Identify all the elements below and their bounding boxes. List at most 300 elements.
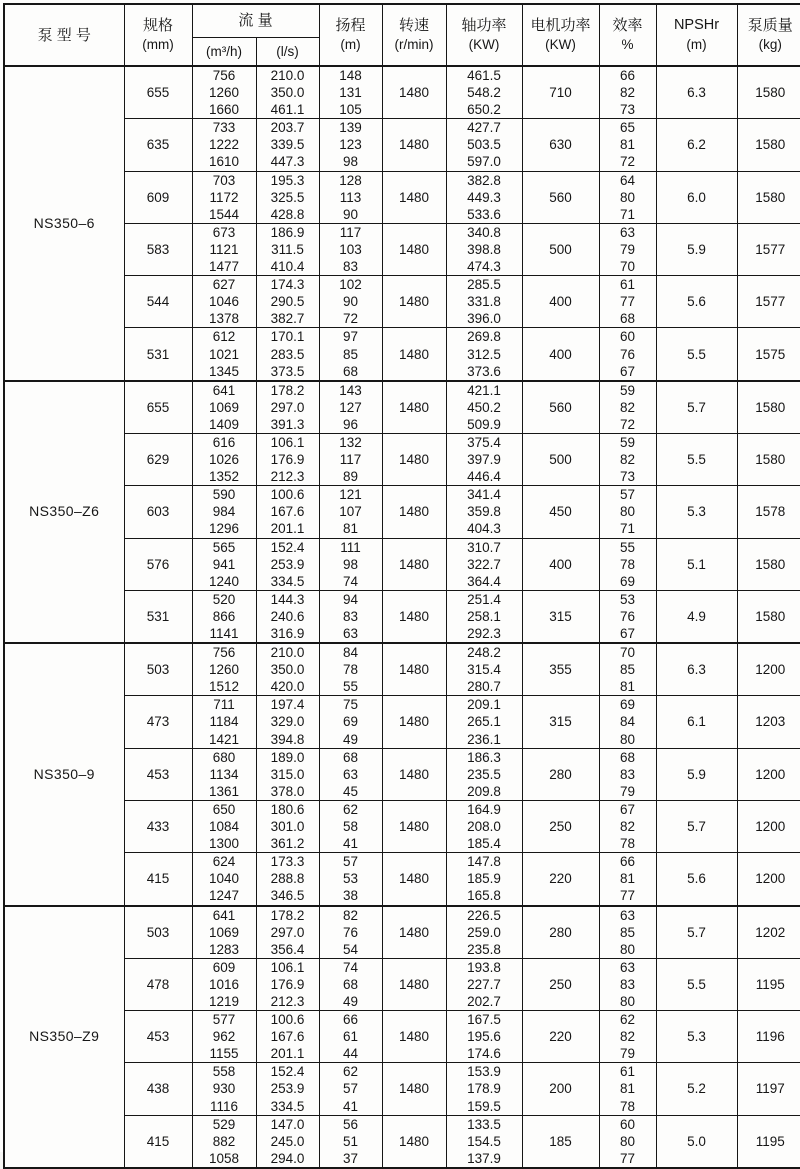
value-line: 962: [212, 1029, 236, 1045]
value-line: 396.0: [467, 311, 501, 327]
value-line: 316.9: [270, 626, 305, 641]
flow-ls-cell: [256, 958, 319, 1010]
value-line: 1352: [208, 469, 240, 485]
value-line: 80: [620, 1133, 636, 1149]
value-line: 1069: [208, 399, 240, 415]
npshr-cell: 5.6: [656, 853, 737, 906]
value-line: 201.1: [270, 521, 305, 537]
value-line: 76: [620, 608, 636, 624]
value-line: 173.3: [270, 854, 305, 870]
value-line: 128: [339, 172, 362, 188]
value-line: 78: [343, 662, 359, 678]
efficiency-cell: [599, 223, 656, 275]
flow-ls-cell: [256, 643, 319, 696]
shaft-power-cell: [446, 381, 522, 434]
value-line: 292.3: [467, 626, 501, 641]
flow-ls-cell: [256, 748, 319, 800]
motor-power-cell: 630: [522, 119, 599, 171]
spec-cell: 415: [124, 853, 192, 906]
value-line: 1544: [208, 206, 240, 222]
efficiency-cell: [599, 748, 656, 800]
mass-cell: 1580: [737, 171, 800, 223]
value-line: 80: [620, 731, 636, 747]
head-cell: [319, 906, 382, 959]
motor-power-cell: 250: [522, 800, 599, 852]
mass-cell: 1200: [737, 853, 800, 906]
value-line: 78: [620, 836, 636, 852]
value-line: 180.6: [270, 801, 305, 817]
value-line: 1660: [208, 102, 240, 118]
efficiency-cell: [599, 276, 656, 328]
head-cell: [319, 276, 382, 328]
value-line: 90: [343, 294, 359, 310]
value-line: 152.4: [270, 1064, 305, 1080]
value-line: 44: [343, 1046, 359, 1062]
col-header-label: 泵 型 号: [37, 26, 91, 44]
value-line: 294.0: [270, 1150, 305, 1166]
value-line: 193.8: [467, 959, 501, 975]
flow-ls-cell: [256, 1115, 319, 1168]
flow-ls-cell: [256, 906, 319, 959]
value-line: 1016: [208, 976, 240, 992]
value-line: 185.9: [467, 871, 501, 887]
value-line: 201.1: [270, 1046, 305, 1062]
head-cell: [319, 1115, 382, 1168]
value-line: 68: [343, 976, 359, 992]
value-line: 56: [343, 1116, 359, 1132]
value-line: 105: [339, 102, 362, 118]
col-header-unit: (KW): [545, 37, 576, 52]
value-line: 178.9: [467, 1081, 501, 1097]
motor-power-cell: 500: [522, 223, 599, 275]
value-line: 137.9: [467, 1150, 501, 1166]
value-line: 310.7: [467, 539, 501, 555]
value-line: 84: [620, 714, 636, 730]
value-line: 41: [343, 1098, 359, 1114]
value-line: 382.7: [270, 311, 305, 327]
npshr-cell: 5.5: [656, 433, 737, 485]
value-line: 941: [212, 556, 236, 572]
table-row: [4, 119, 800, 171]
table-row: [4, 276, 800, 328]
flow-m3h-cell: [192, 276, 256, 328]
value-line: 85: [620, 662, 636, 678]
head-cell: [319, 171, 382, 223]
value-line: 57: [343, 1081, 359, 1097]
value-line: 83: [620, 976, 636, 992]
flow-ls-cell: [256, 590, 319, 643]
value-line: 75: [343, 697, 359, 713]
value-line: 375.4: [467, 434, 501, 450]
value-line: 1084: [208, 819, 240, 835]
value-line: 673: [212, 224, 236, 240]
mass-cell: 1578: [737, 486, 800, 538]
value-line: 49: [343, 993, 359, 1009]
value-line: 1222: [208, 137, 240, 153]
value-line: 178.2: [270, 382, 305, 398]
value-line: 283.5: [270, 346, 305, 362]
value-line: 382.8: [467, 172, 501, 188]
value-line: 1141: [209, 626, 239, 641]
efficiency-cell: [599, 538, 656, 590]
value-line: 1116: [209, 1098, 239, 1114]
value-line: 79: [620, 241, 636, 257]
shaft-power-cell: [446, 328, 522, 381]
value-line: 85: [343, 346, 359, 362]
efficiency-cell: [599, 696, 656, 748]
value-line: 565: [212, 539, 236, 555]
npshr-cell: 6.3: [656, 643, 737, 696]
value-line: 680: [212, 749, 236, 765]
col-header-unit: (mm): [142, 37, 174, 52]
spec-cell: 576: [124, 538, 192, 590]
col-header-mass: [737, 4, 800, 66]
value-line: 641: [212, 382, 236, 398]
value-line: 1260: [208, 662, 240, 678]
value-line: 49: [343, 731, 359, 747]
value-line: 474.3: [467, 259, 501, 275]
flow-m3h-cell: [192, 643, 256, 696]
value-line: 82: [620, 1029, 636, 1045]
col-header-label: 效率: [612, 17, 643, 34]
flow-ls-cell: [256, 800, 319, 852]
head-cell: [319, 486, 382, 538]
value-line: 577: [212, 1012, 236, 1028]
speed-cell: 1480: [382, 66, 446, 119]
value-line: 612: [212, 329, 236, 345]
npshr-cell: 5.6: [656, 276, 737, 328]
npshr-cell: 5.7: [656, 906, 737, 959]
npshr-cell: 4.9: [656, 590, 737, 643]
value-line: 167.6: [270, 1029, 305, 1045]
efficiency-cell: [599, 171, 656, 223]
motor-power-cell: 280: [522, 748, 599, 800]
shaft-power-cell: [446, 696, 522, 748]
value-line: 81: [343, 521, 359, 537]
flow-ls-cell: [256, 223, 319, 275]
motor-power-cell: 315: [522, 696, 599, 748]
value-line: 203.7: [270, 120, 305, 136]
flow-m3h-cell: [192, 1115, 256, 1168]
motor-power-cell: 400: [522, 328, 599, 381]
motor-power-cell: 220: [522, 853, 599, 906]
efficiency-cell: [599, 800, 656, 852]
flow-m3h-cell: [192, 171, 256, 223]
value-line: 148: [339, 68, 362, 83]
col-header-unit: (m): [686, 37, 707, 52]
spec-cell: 453: [124, 1011, 192, 1063]
value-line: 83: [620, 766, 636, 782]
speed-cell: 1480: [382, 223, 446, 275]
value-line: 373.6: [467, 363, 501, 379]
value-line: 301.0: [270, 819, 305, 835]
value-line: 447.3: [270, 154, 305, 170]
value-line: 57: [620, 487, 636, 503]
speed-cell: 1480: [382, 958, 446, 1010]
mass-cell: 1577: [737, 223, 800, 275]
flow-m3h-cell: [192, 853, 256, 906]
spec-cell: 531: [124, 328, 192, 381]
efficiency-cell: [599, 853, 656, 906]
mass-cell: 1575: [737, 328, 800, 381]
value-line: 67: [620, 363, 636, 379]
value-line: 153.9: [467, 1064, 501, 1080]
table-row: [4, 381, 800, 434]
value-line: 334.5: [270, 1098, 305, 1114]
col-header-label: 泵质量: [747, 17, 793, 34]
value-line: 54: [343, 941, 359, 957]
value-line: 756: [212, 645, 236, 661]
value-line: 711: [213, 697, 235, 713]
value-line: 359.8: [467, 504, 501, 520]
speed-cell: 1480: [382, 381, 446, 434]
flow-m3h-cell: [192, 223, 256, 275]
value-line: 64: [620, 172, 636, 188]
value-line: 1046: [208, 294, 240, 310]
value-line: 61: [620, 277, 636, 293]
flow-m3h-cell: [192, 1011, 256, 1063]
value-line: 71: [620, 206, 636, 222]
value-line: 361.2: [270, 836, 305, 852]
value-line: 212.3: [270, 469, 305, 485]
value-line: 80: [620, 941, 636, 957]
value-line: 71: [620, 521, 636, 537]
value-line: 68: [343, 749, 359, 765]
value-line: 590: [212, 487, 236, 503]
value-line: 117: [339, 452, 362, 468]
value-line: 80: [620, 993, 636, 1009]
value-line: 195.3: [270, 172, 305, 188]
value-line: 315.4: [467, 662, 501, 678]
shaft-power-cell: [446, 538, 522, 590]
efficiency-cell: [599, 906, 656, 959]
value-line: 253.9: [270, 1081, 305, 1097]
value-line: 529: [212, 1116, 236, 1132]
value-line: 74: [343, 573, 359, 589]
motor-power-cell: 400: [522, 276, 599, 328]
value-line: 186.9: [270, 224, 305, 240]
shaft-power-cell: [446, 590, 522, 643]
table-row: [4, 171, 800, 223]
col-header-label: 电机功率: [530, 17, 591, 34]
value-line: 312.5: [467, 346, 501, 362]
npshr-cell: 5.2: [656, 1063, 737, 1115]
spec-cell: 415: [124, 1115, 192, 1168]
value-line: 113: [339, 189, 362, 205]
col-header-flow-ls: [256, 37, 319, 66]
flow-ls-cell: [256, 328, 319, 381]
value-line: 290.5: [270, 294, 305, 310]
head-cell: [319, 381, 382, 434]
head-cell: [319, 853, 382, 906]
value-line: 143: [339, 382, 362, 398]
col-header-label: 扬程: [335, 17, 366, 34]
col-header-flow: [192, 4, 319, 37]
value-line: 1184: [209, 714, 239, 730]
value-line: 397.9: [467, 452, 501, 468]
speed-cell: 1480: [382, 1115, 446, 1168]
value-line: 159.5: [467, 1098, 501, 1114]
value-line: 78: [620, 556, 636, 572]
pump-spec-table: [3, 3, 800, 1169]
flow-ls-cell: [256, 171, 319, 223]
value-line: 1069: [208, 924, 240, 940]
value-line: 72: [620, 154, 636, 170]
motor-power-cell: 400: [522, 538, 599, 590]
value-line: 285.5: [467, 277, 501, 293]
value-line: 624: [212, 854, 236, 870]
head-cell: [319, 433, 382, 485]
value-line: 227.7: [467, 976, 501, 992]
value-line: 398.8: [467, 241, 501, 257]
value-line: 1300: [208, 836, 240, 852]
flow-m3h-cell: [192, 486, 256, 538]
speed-cell: 1480: [382, 171, 446, 223]
value-line: 78: [620, 1098, 636, 1114]
pump-model-cell: NS350–Z9: [4, 906, 124, 1168]
table-row: [4, 696, 800, 748]
value-line: 178.2: [270, 907, 305, 923]
value-line: 297.0: [270, 399, 305, 415]
value-line: 334.5: [270, 573, 305, 589]
value-line: 63: [620, 907, 636, 923]
shaft-power-cell: [446, 486, 522, 538]
shaft-power-cell: [446, 433, 522, 485]
speed-cell: 1480: [382, 696, 446, 748]
npshr-cell: 5.1: [656, 538, 737, 590]
col-header-label: 轴功率: [461, 17, 507, 34]
value-line: 509.9: [467, 416, 501, 432]
value-line: 65: [620, 120, 636, 136]
value-line: 356.4: [270, 941, 305, 957]
value-line: 1155: [209, 1046, 239, 1062]
value-line: 756: [212, 68, 236, 83]
flow-ls-cell: [256, 381, 319, 434]
value-line: 185.4: [467, 836, 501, 852]
value-line: 67: [620, 626, 636, 641]
value-line: 253.9: [270, 556, 305, 572]
speed-cell: 1480: [382, 1011, 446, 1063]
npshr-cell: 5.3: [656, 486, 737, 538]
value-line: 63: [343, 766, 359, 782]
head-cell: [319, 590, 382, 643]
mass-cell: 1580: [737, 590, 800, 643]
value-line: 329.0: [270, 714, 305, 730]
value-line: 59: [620, 382, 636, 398]
value-line: 1512: [208, 679, 240, 695]
value-line: 61: [620, 1064, 636, 1080]
value-line: 378.0: [270, 783, 305, 799]
value-line: 650.2: [467, 102, 501, 118]
value-line: 1378: [208, 311, 240, 327]
value-line: 80: [620, 189, 636, 205]
value-line: 609: [212, 959, 236, 975]
value-line: 83: [343, 259, 359, 275]
value-line: 212.3: [270, 993, 305, 1009]
value-line: 76: [343, 924, 359, 940]
motor-power-cell: 200: [522, 1063, 599, 1115]
value-line: 152.4: [270, 539, 305, 555]
efficiency-cell: [599, 433, 656, 485]
value-line: 167.5: [467, 1012, 501, 1028]
value-line: 297.0: [270, 924, 305, 940]
value-line: 61: [343, 1029, 359, 1045]
motor-power-cell: 185: [522, 1115, 599, 1168]
flow-ls-cell: [256, 433, 319, 485]
head-cell: [319, 66, 382, 119]
flow-m3h-cell: [192, 538, 256, 590]
value-line: 62: [343, 1064, 359, 1080]
value-line: 58: [343, 819, 359, 835]
value-line: 37: [343, 1150, 359, 1166]
value-line: 930: [212, 1081, 236, 1097]
head-cell: [319, 800, 382, 852]
col-header-shaft-power: [446, 4, 522, 66]
col-header-label: NPSHr: [673, 17, 720, 33]
value-line: 548.2: [467, 85, 501, 101]
speed-cell: 1480: [382, 119, 446, 171]
value-line: 69: [343, 714, 359, 730]
mass-cell: 1203: [737, 696, 800, 748]
flow-m3h-cell: [192, 590, 256, 643]
value-line: 259.0: [467, 924, 501, 940]
value-line: 364.4: [467, 573, 501, 589]
value-line: 315.0: [270, 766, 305, 782]
efficiency-cell: [599, 328, 656, 381]
motor-power-cell: 500: [522, 433, 599, 485]
table-row: [4, 643, 800, 696]
value-line: 94: [343, 591, 359, 607]
value-line: 69: [620, 697, 636, 713]
value-line: 1134: [209, 766, 239, 782]
value-line: 325.5: [270, 189, 305, 205]
value-line: 63: [620, 959, 636, 975]
mass-cell: 1200: [737, 748, 800, 800]
value-line: 186.3: [467, 749, 501, 765]
spec-cell: 544: [124, 276, 192, 328]
value-line: 235.8: [467, 941, 501, 957]
table-row: [4, 66, 800, 119]
value-line: 96: [343, 416, 359, 432]
value-line: 57: [343, 854, 359, 870]
col-header-unit: %: [621, 37, 634, 52]
value-line: 197.4: [270, 697, 305, 713]
value-line: 520: [212, 591, 236, 607]
value-line: 98: [343, 556, 359, 572]
col-header-motor-power: [522, 4, 599, 66]
speed-cell: 1480: [382, 328, 446, 381]
shaft-power-cell: [446, 1063, 522, 1115]
value-line: 245.0: [270, 1133, 305, 1149]
npshr-cell: 6.2: [656, 119, 737, 171]
shaft-power-cell: [446, 223, 522, 275]
value-line: 164.9: [467, 801, 501, 817]
value-line: 446.4: [467, 469, 501, 485]
col-header-unit: (r/min): [394, 37, 434, 52]
value-line: 597.0: [467, 154, 501, 170]
value-line: 1121: [209, 241, 239, 257]
value-line: 174.3: [270, 277, 305, 293]
value-line: 1610: [208, 154, 240, 170]
table-row: [4, 223, 800, 275]
table-row: [4, 906, 800, 959]
value-line: 1219: [208, 993, 240, 1009]
speed-cell: 1480: [382, 276, 446, 328]
col-header-pump-model: [4, 4, 124, 66]
shaft-power-cell: [446, 853, 522, 906]
npshr-cell: 5.9: [656, 223, 737, 275]
speed-cell: 1480: [382, 590, 446, 643]
